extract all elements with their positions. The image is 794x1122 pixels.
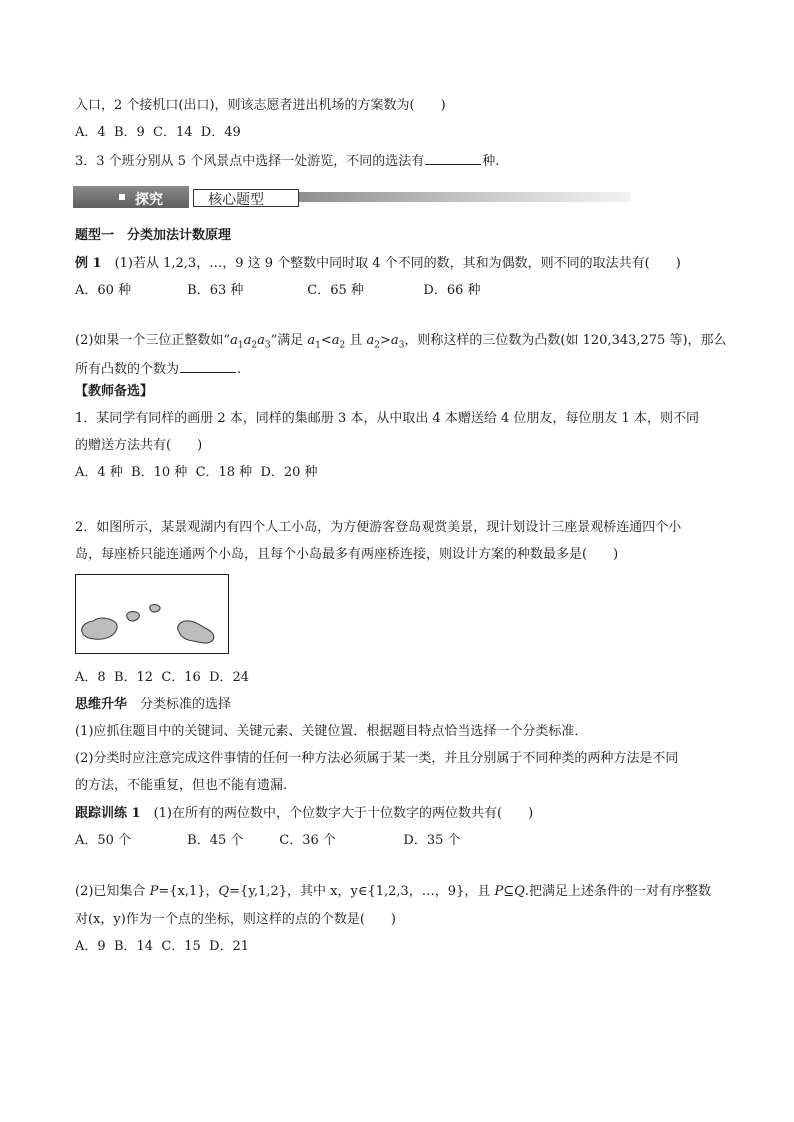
var: P [494,884,504,899]
var: a [307,333,316,348]
answer-options [75,833,461,849]
thinking-label: 思维升华 [75,697,128,712]
thinking-subtitle: 分类标准的选择 [127,697,232,712]
option-b: B．14 [113,939,154,954]
option-b: B．63 种 [187,283,244,298]
option-b: B．12 [113,670,154,685]
answer-options [75,465,318,481]
tracking-q1-text: (1)在所有的两位数中，个位数字大于十位数字的两位数共有( ) [140,806,534,821]
island-3 [150,605,160,612]
banner-left-label: 探究 [135,192,163,208]
sub: 3 [398,340,405,351]
text-run: ，则称这样的三位数为凸数(如 120,343,275 等)，那么 [404,333,727,348]
tracking-q2-line1 [75,884,711,900]
var: Q [514,884,525,899]
option-c: C．18 种 [195,465,253,480]
option-a: A．4 [75,125,106,140]
section-banner [73,186,631,208]
var: a [366,333,375,348]
example-label: 例 1 [75,256,102,271]
text-run: < [320,333,332,348]
text-run: ={x,1}， [158,884,219,899]
thinking-p2-line2: 的方法，不能重复，但也不能有遗漏. [75,778,288,793]
sub: 1 [315,340,321,351]
sub: 2 [251,340,258,351]
option-d: D．24 [209,670,250,685]
banner-left [73,186,189,208]
square-icon [119,194,125,200]
island-2 [127,612,140,621]
option-c: C．15 [161,939,201,954]
answer-options [75,125,241,141]
thinking-title [75,697,231,713]
lake-islands-figure [75,574,229,654]
option-a: A．50 个 [75,833,132,848]
answer-blank [180,360,236,373]
option-c: C．65 种 [307,283,364,298]
sub: 2 [374,340,381,351]
text-run: ⊆ [503,884,515,899]
text-line: 入口，2 个接机口(出口)，则该志愿者进出机场的方案数为( ) [75,98,446,113]
option-a: A．60 种 [75,283,132,298]
example-text: (1)若从 1,2,3，…，9 这 9 个整数中同时取 4 个不同的数，其和为偶数，则不同的取法共有( ) [101,256,681,271]
question-3 [75,152,499,170]
text-run: 所有凸数的个数为 [75,362,180,377]
answer-options [75,939,249,955]
tracking-label: 跟踪训练 1 [75,806,141,821]
option-d: D．21 [209,939,250,954]
option-b: B．45 个 [187,833,244,848]
sub: 2 [339,340,346,351]
option-d: D．20 种 [260,465,318,480]
teacher-q1-line1: 1．某同学有同样的画册 2 本，同样的集邮册 3 本，从中取出 4 本赠送给 4 位朋友，每位朋友 1 本，则不同 [75,411,699,426]
option-c: C．14 [153,125,193,140]
option-d: D．35 个 [403,833,461,848]
answer-blank [425,152,481,165]
tracking-q2-line2: 对(x，y)作为一个点的坐标，则这样的点的个数是( ) [75,912,396,927]
var: a [331,333,340,348]
sub: 3 [264,340,271,351]
option-b: B．10 种 [131,465,188,480]
example-1-part-2 [75,333,727,354]
option-d: D．66 种 [423,283,481,298]
var: a [230,333,238,348]
topic-title: 题型一 分类加法计数原理 [75,228,232,243]
text-run: (2)已知集合 [75,884,150,899]
option-a: A．9 [75,939,106,954]
tracking-q1 [75,806,533,822]
option-c: C．16 [161,670,201,685]
question-text: 3．3 个班分别从 5 个风景点中选择一处游览，不同的选法有 [75,154,425,169]
teacher-q2-line2: 岛，每座桥只能连通两个小岛，且每个小岛最多有两座桥连接，则设计方案的种数最多是( ) [75,547,619,562]
text-run: . [237,362,242,377]
banner-right [193,189,299,207]
text-run: .把满足上述条件的一对有序整数 [524,884,711,899]
var: a [390,333,399,348]
option-a: A．4 种 [75,465,123,480]
option-a: A．8 [75,670,106,685]
banner-gradient-bar [299,192,631,202]
text-run: > [380,333,391,348]
var: P [149,884,159,899]
var: a [243,333,252,348]
text-run: ”满足 [270,333,308,348]
example-1-part-1 [75,256,681,272]
thinking-p1: (1)应抓住题目中的关键词、关键元素、关键位置．根据题目特点恰当选择一个分类标准． [75,724,588,739]
answer-options [75,670,249,686]
var: a [257,333,265,348]
teacher-q2-line1: 2．如图所示，某景观湖内有四个人工小岛，为方便游客登岛观赏美景，现计划设计三座景观桥连通四个小 [75,520,682,535]
thinking-p2-line1: (2)分类时应注意完成这件事情的任何一种方法必须属于某一类，并且分别属于不同种类的两种方法是不同 [75,751,679,766]
teacher-section-title: 【教师备选】 [75,384,154,399]
option-b: B．9 [113,125,145,140]
option-c: C．36 个 [279,833,336,848]
question-tail: 种. [482,154,500,169]
var: Q [218,884,230,899]
text-run: 且 [345,333,367,348]
option-d: D．49 [200,125,241,140]
answer-options [75,283,481,299]
text-run: ={y,1,2}，其中 x，y∈{1,2,3，…，9}，且 [229,884,495,899]
sub: 1 [237,340,244,351]
text-run: (2)如果一个三位正整数如“ [75,333,231,348]
banner-right-label: 核心题型 [208,192,264,208]
example-1-part-2-cont [75,360,241,378]
teacher-q1-line2: 的赠送方法共有( ) [75,438,203,453]
